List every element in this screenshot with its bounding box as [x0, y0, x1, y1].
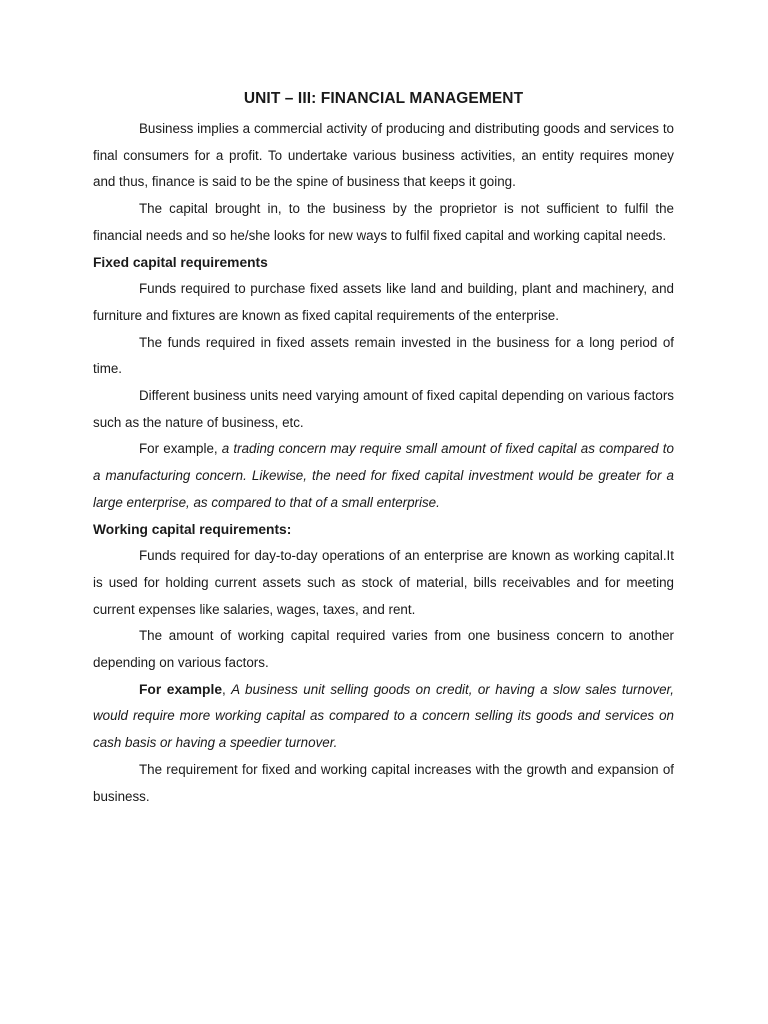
fixed-example-text: a trading concern may require small amount of fixed capital as compared to a manufacturing concern. Likewise, the need for fixed capital investment would be greater for a large enterprise, as compared to that of a small enterprise.: [93, 441, 674, 510]
fixed-example-lead: For example,: [139, 441, 222, 457]
fixed-paragraph-4: [93, 436, 674, 516]
working-paragraph-4: The requirement for fixed and working capital increases with the growth and expansion of business.: [93, 761, 674, 804]
working-example-lead: For example: [139, 681, 222, 697]
fixed-paragraph-1: Funds required to purchase fixed assets like land and building, plant and machinery, and furniture and fixtures are known as fixed capital requirements of the enterprise.: [93, 281, 674, 323]
fixed-paragraph-3: Different business units need varying amount of fixed capital depending on various factors such as the nature of business, etc.: [93, 388, 674, 430]
working-paragraph-2: The amount of working capital required varies from one business concern to another depending on various factors.: [93, 628, 674, 671]
fixed-paragraph-2: The funds required in fixed assets remain invested in the business for a long period of time.: [93, 334, 674, 377]
fixed-capital-heading: Fixed capital requirements: [93, 254, 268, 270]
working-example-text: A business unit selling goods on credit, or having a slow sales turnover, would require more working capital as compared to a concern selling its goods and services on cash basis or having a speedier turnover.: [93, 681, 674, 751]
page-title: UNIT – III: FINANCIAL MANAGEMENT: [243, 90, 524, 107]
working-paragraph-1: Funds required for day-to-day operations of an enterprise are known as working capital.It is used for holding current assets such as stock of material, bills receivables and for meeting current expenses like salaries, wages, taxes, and rent.: [93, 548, 674, 617]
intro-paragraph-1: Business implies a commercial activity of producing and distributing goods and services to final consumers for a profit. To undertake various business activities, an entity requires money and thus, finance is said to be the spine of business that keeps it going.: [93, 121, 674, 190]
intro-paragraph-2: The capital brought in, to the business by the proprietor is not sufficient to fulfil the financial needs and so he/she looks for new ways to fulfil fixed capital and working capital needs.: [93, 201, 674, 243]
document-page: [93, 88, 674, 810]
working-example-comma: ,: [222, 681, 232, 697]
working-capital-heading: Working capital requirements:: [93, 521, 292, 537]
working-paragraph-3: [93, 677, 674, 757]
